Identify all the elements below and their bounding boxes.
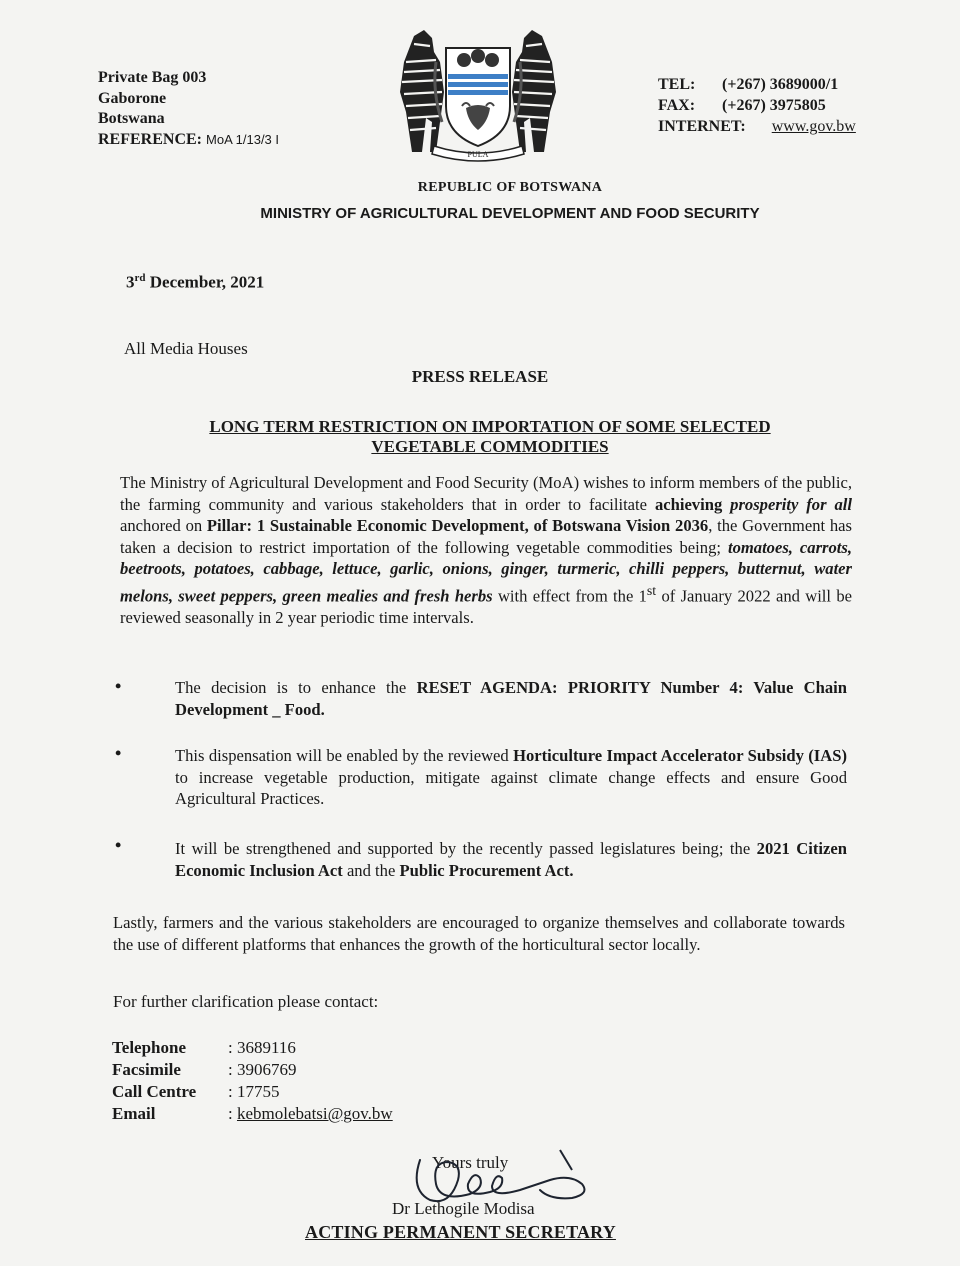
clarification-line: For further clarification please contact: <box>113 992 379 1011</box>
sender-address <box>98 68 279 150</box>
reference-label: REFERENCE: <box>98 130 203 148</box>
press-release-heading: PRESS RELEASE <box>411 367 549 386</box>
sender-contacts <box>658 74 856 137</box>
tel-line <box>658 74 856 95</box>
internet-label: INTERNET: <box>658 118 746 135</box>
ministry-heading: MINISTRY OF AGRICULTURAL DEVELOPMENT AND FOOD SECURITY <box>260 205 760 222</box>
reference-line <box>98 130 279 151</box>
republic-heading: REPUBLIC OF BOTSWANA <box>417 180 603 195</box>
contact-row: Call Centre : 17755 <box>112 1082 280 1101</box>
contact-row: Facsimile : 3906769 <box>112 1060 297 1079</box>
address-line: Gaborone <box>98 89 167 107</box>
bullet-icon: • <box>115 676 122 696</box>
fax-label: FAX: <box>658 97 696 114</box>
letter-date: 3rd December, 2021 <box>126 272 265 292</box>
fax-line <box>658 95 856 116</box>
intro-paragraph: The Ministry of Agricultural Development and Food Security (MoA) wishes to inform members of the public, the farming community and various stakeholders that in order to facilitate achieving prosperity for all anchored on Pillar: 1 Sustainable Economic Development, of Botswana Vision 2036, the Government has taken a decision to restrict importation of the following vegetable commodities being; tomatoes, carrots, beetroots, potatoes, cabbage, lettuce, garlic, onions, ginger, turmeric, chilli peppers, butternut, water melons, sweet peppers, green mealies and fresh herbs with effect from the 1st of January 2022 and will be reviewed seasonally in 2 year periodic time intervals. <box>120 473 852 628</box>
recipient: All Media Houses <box>124 339 248 358</box>
subject-line: LONG TERM RESTRICTION ON IMPORTATION OF SOME SELECTED VEGETABLE COMMODITIES <box>209 417 771 456</box>
bullet-icon: • <box>115 743 122 763</box>
signer-title: ACTING PERMANENT SECRETARY <box>305 1222 616 1242</box>
crest-motto: PULA <box>467 150 489 159</box>
signer-name: Dr Lethogile Modisa <box>392 1199 535 1218</box>
website-link[interactable]: www.gov.bw <box>771 118 856 135</box>
fax-value: (+267) 3975805 <box>722 97 826 114</box>
closing-paragraph: Lastly, farmers and the various stakeholders are encouraged to organize themselves and collaborate towards the use of different platforms that enhances the growth of the horticultural sector locally. <box>113 913 845 954</box>
reference-value: MoA 1/13/3 I <box>206 131 280 147</box>
contact-row: Email : kebmolebatsi@gov.bw <box>112 1104 393 1123</box>
address-line: Botswana <box>98 110 165 127</box>
bullet-icon: • <box>115 835 122 855</box>
contact-row: Telephone : 3689116 <box>112 1038 296 1057</box>
botswana-coat-of-arms-icon <box>392 22 564 166</box>
bullet-item: This dispensation will be enabled by the reviewed Horticulture Impact Accelerator Subsidy (IAS) to increase vegetable production, mitigate against climate change effects and ensure Good Agricultural Practices. <box>175 746 847 809</box>
address-line: Private Bag 003 <box>98 69 207 86</box>
contact-table <box>112 1037 393 1125</box>
tel-label: TEL: <box>658 76 696 93</box>
closing-salutation: Yours truly <box>432 1153 509 1172</box>
email-link[interactable]: kebmolebatsi@gov.bw <box>236 1104 393 1123</box>
tel-value: (+267) 3689000/1 <box>722 76 839 93</box>
bullet-item: It will be strengthened and supported by the recently passed legislatures being; the 2021 Citizen Economic Inclusion Act and the Public Procurement Act. <box>175 839 847 880</box>
bullet-item: The decision is to enhance the RESET AGENDA: PRIORITY Number 4: Value Chain Development _ Food. <box>175 678 847 719</box>
internet-line <box>658 116 856 137</box>
